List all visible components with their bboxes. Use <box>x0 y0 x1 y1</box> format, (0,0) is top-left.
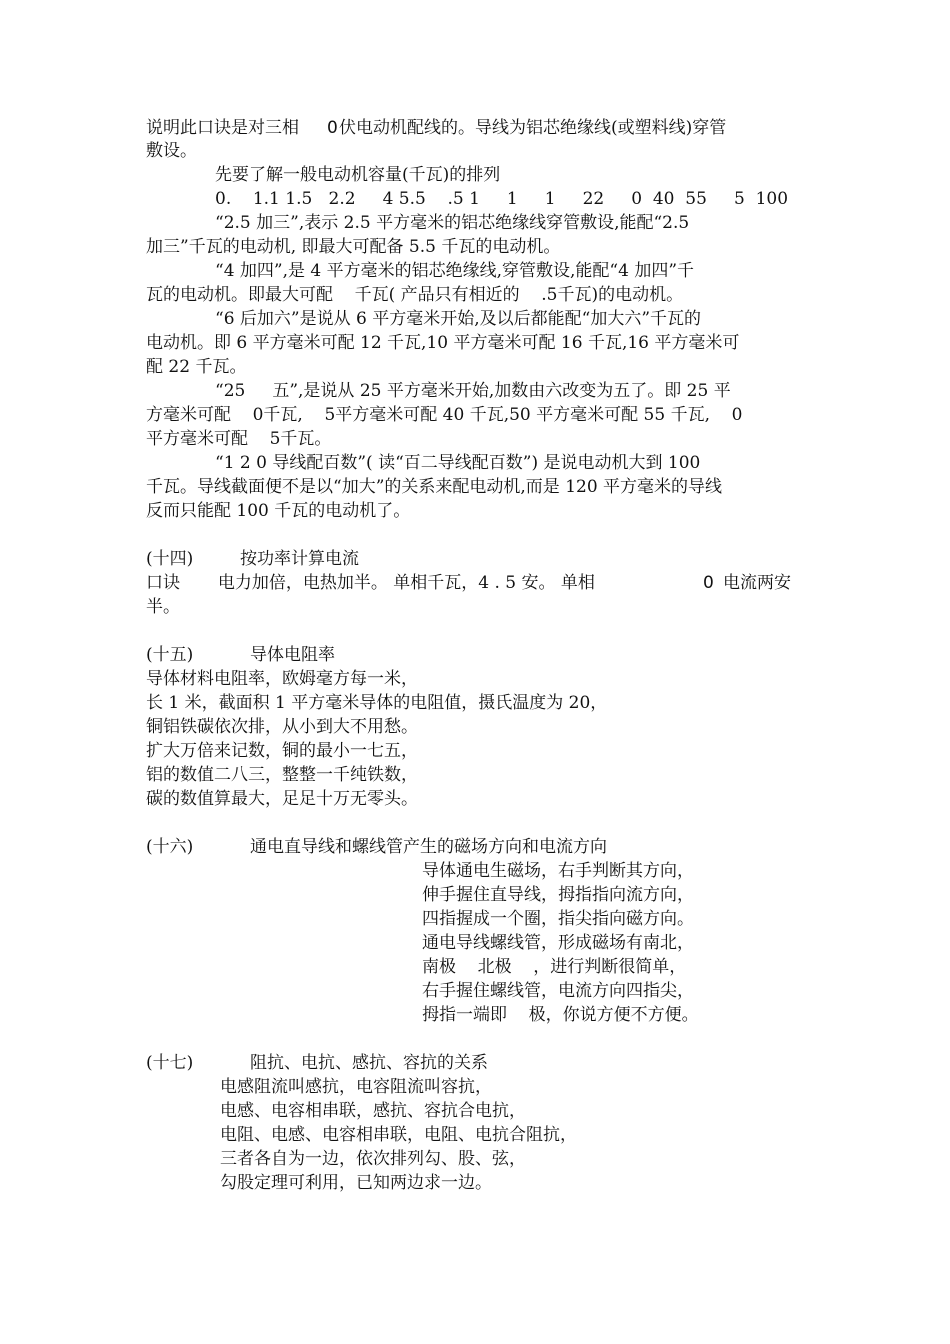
section17-number: (十七) <box>146 1053 194 1073</box>
para1-line-1: “2.5 加三”,表示 2.5 平方毫米的铝芯绝缘线穿管敷设,能配“2.5 <box>215 213 690 233</box>
section16-line-1: 导体通电生磁场，右手判断其方向， <box>422 861 694 881</box>
section16-line-6: 右手握住螺线管，电流方向四指尖， <box>422 981 694 1001</box>
para3-line-2: 电动机。即 6 平方毫米可配 12 千瓦,10 平方毫米可配 16 千瓦,16 平方毫米可 <box>146 333 740 353</box>
section14-title: 按功率计算电流 <box>240 549 359 569</box>
para5-line-3: 反而只能配 100 千瓦的电动机了。 <box>146 501 411 521</box>
section17-line-1: 电感阻流叫感抗，电容阻流叫容抗， <box>220 1077 492 1097</box>
para2-line-1: “4 加四”,是 4 平方毫米的铝芯绝缘线,穿管敷设,能配“4 加四”千 <box>215 261 695 281</box>
para3-line-1: “6 后加六”是说从 6 平方毫米开始,及以后都能配“加大六”千瓦的 <box>215 309 702 329</box>
intro-line-1b: 伏电动机配线的。导线为铝芯绝缘线(或塑料线)穿管 <box>339 118 727 138</box>
intro-line-2: 敷设。 <box>146 141 197 161</box>
section16-line-2: 伸手握住直导线，拇指指向流方向， <box>422 885 694 905</box>
capacity-series: 0. 1.1 1.5 2.2 4 5.5 .5 1 1 1 22 0 40 55 5 100 <box>215 189 789 209</box>
para5-line-2: 千瓦。导线截面便不是以“加大”的关系来配电动机,而是 120 平方毫米的导线 <box>146 477 723 497</box>
section15-line-1: 导体材料电阻率，欧姆毫方每一米， <box>146 669 418 689</box>
section15-number: (十五) <box>146 645 194 665</box>
section15-line-2: 长 1 米，截面积 1 平方毫米导体的电阻值，摄氏温度为 20， <box>146 693 608 713</box>
section17-line-4: 三者各自为一边，依次排列勾、股、弦， <box>220 1149 526 1169</box>
section14-line-2: 半。 <box>146 597 180 617</box>
section15-line-3: 铜铝铁碳依次排，从小到大不用愁。 <box>146 717 418 737</box>
section14-number: (十四) <box>146 549 194 569</box>
section17-line-3: 电阻、电感、电容相串联，电阻、电抗合阻抗， <box>220 1125 577 1145</box>
section16-line-5: 南极 北极 ，进行判断很简单， <box>422 957 687 977</box>
section17-line-5: 勾股定理可利用，已知两边求一边。 <box>220 1173 492 1193</box>
section14-line-1a: 口诀 电力加倍，电热加半。 单相千瓦，4 . 5 安。 单相 <box>146 573 595 593</box>
section16-line-7: 拇指一端即 极，你说方便不方便。 <box>422 1005 699 1025</box>
section16-line-3: 四指握成一个圈，指尖指向磁方向。 <box>422 909 694 929</box>
section15-line-6: 碳的数值算最大，足足十万无零头。 <box>146 789 418 809</box>
section16-number: (十六) <box>146 837 194 857</box>
section15-line-5: 铝的数值二八三，整整一千纯铁数， <box>146 765 418 785</box>
para4-line-2: 方毫米可配 0千瓦, 5平方毫米可配 40 千瓦,50 平方毫米可配 55 千瓦, 0 <box>146 405 743 425</box>
para4-line-1: “25 五”,是说从 25 平方毫米开始,加数由六改变为五了。即 25 平 <box>215 381 731 401</box>
phase-glyph-fragment: 0 <box>703 573 714 593</box>
section17-title: 阻抗、电抗、感抗、容抗的关系 <box>250 1053 488 1073</box>
section14-line-1b: 电流两安 <box>723 573 791 593</box>
para1-line-2: 加三”千瓦的电动机, 即最大可配备 5.5 千瓦的电动机。 <box>146 237 561 257</box>
para5-line-1: “1 2 0 导线配百数”( 读“百二导线配百数”) 是说电动机大到 100 <box>215 453 701 473</box>
para3-line-3: 配 22 千瓦。 <box>146 357 247 377</box>
para2-line-2: 瓦的电动机。即最大可配 千瓦( 产品只有相近的 .5千瓦)的电动机。 <box>146 285 684 305</box>
capacity-intro: 先要了解一般电动机容量(千瓦)的排列 <box>215 165 501 185</box>
section15-line-4: 扩大万倍来记数，铜的最小一七五， <box>146 741 418 761</box>
section15-title: 导体电阻率 <box>250 645 335 665</box>
section16-title: 通电直导线和螺线管产生的磁场方向和电流方向 <box>250 837 607 857</box>
volt-glyph-fragment: 0 <box>327 118 338 138</box>
para4-line-3: 平方毫米可配 5千瓦。 <box>146 429 332 449</box>
section16-line-4: 通电导线螺线管，形成磁场有南北， <box>422 933 694 953</box>
intro-line-1a: 说明此口诀是对三相 <box>146 118 299 138</box>
section17-line-2: 电感、电容相串联，感抗、容抗合电抗， <box>220 1101 526 1121</box>
